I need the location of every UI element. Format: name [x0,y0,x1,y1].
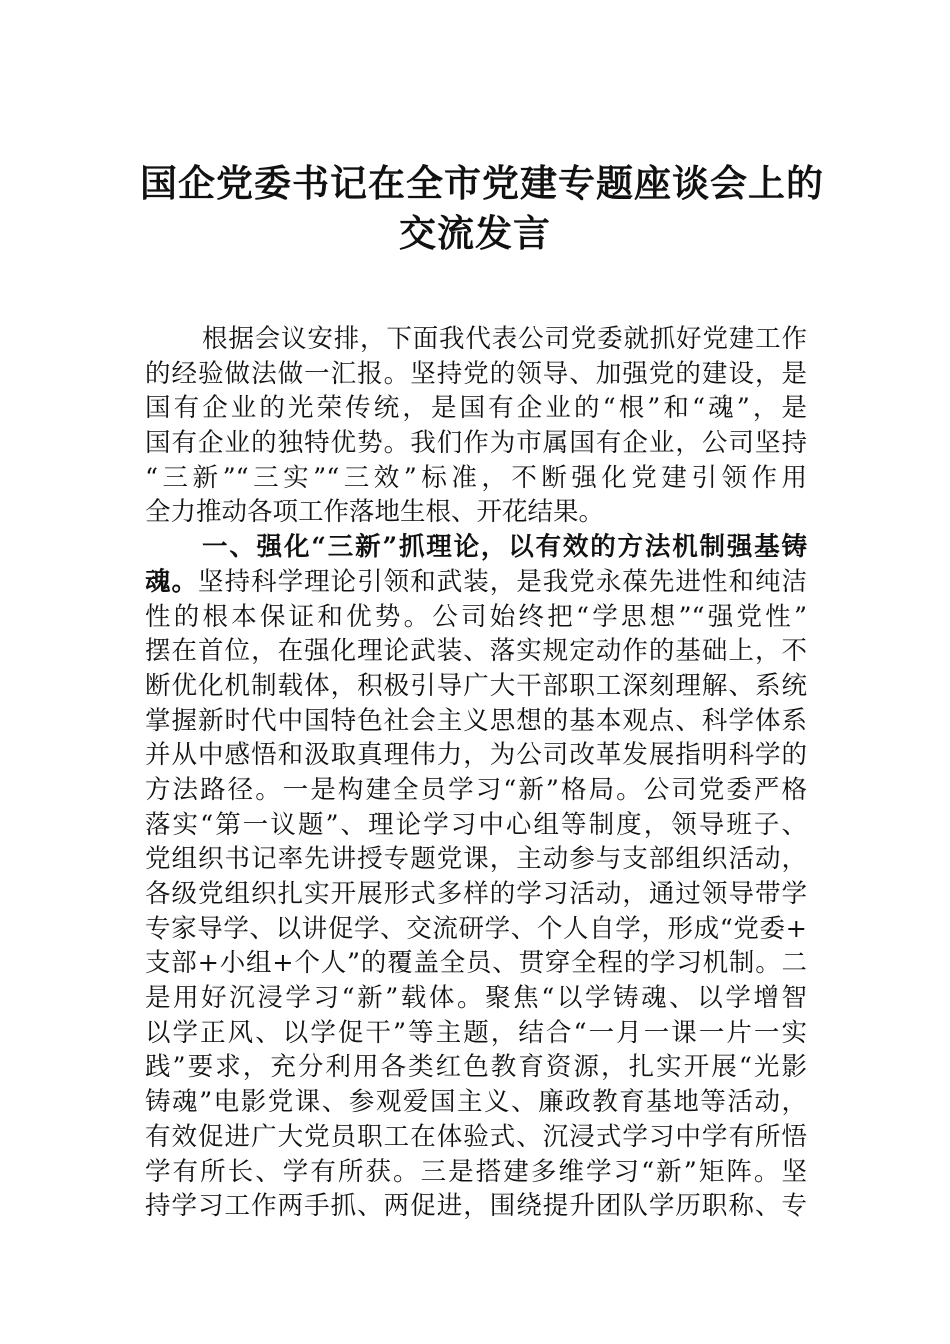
paragraph-2-line [145,565,807,600]
paragraph-2-line: 党组织书记率先讲授专题党课，主动参与支部组织活动， [145,844,807,875]
paragraph-2-line: 方法路径。一是构建全员学习“新”格局。公司党委严格 [145,774,807,805]
paragraph-2-line: 铸魂”电影党课、参观爱国主义、廉政教育基地等活动， [145,1087,807,1118]
paragraph-1-line: 根据会议安排，下面我代表公司党委就抓好党建工作 [202,324,807,354]
paragraph-2-line: 践”要求，充分利用各类红色教育资源，扎实开展“光影 [145,1052,807,1083]
document-title-line-1: 国企党委书记在全市党建专题座谈会上的 [140,161,824,205]
paragraph-2-line: 支部+小组+个人”的覆盖全员、贯穿全程的学习机制。二 [145,948,807,979]
paragraph-2-line: 以学正风、以学促干”等主题，结合“一月一课一片一实 [145,1017,807,1048]
paragraph-1-line: 全力推动各项工作落地生根、开花结果。 [145,497,605,528]
document-body [145,322,807,1224]
paragraph-1-line: “三新”“三实”“三效”标准，不断强化党建引领作用 [145,462,807,493]
paragraph-2-line: 专家导学、以讲促学、交流研学、个人自学，形成“党委+ [145,913,807,944]
paragraph-2-line: 掌握新时代中国特色社会主义思想的基本观点、科学体系 [145,705,807,736]
document-title-line-2: 交流发言 [399,211,551,255]
paragraph-1-line: 国有企业的独特优势。我们作为市属国有企业，公司坚持 [145,428,807,459]
paragraph-1-line: 的经验做法做一汇报。坚持党的领导、加强党的建设，是 [145,358,807,389]
paragraph-2-line: 性的根本保证和优势。公司始终把“学思想”“强党性” [145,601,807,632]
section-1-heading-end: 魂。 [145,566,199,597]
paragraph-2-line: 学有所长、学有所获。三是搭建多维学习“新”矩阵。坚 [145,1156,807,1187]
paragraph-2-line: 摆在首位，在强化理论武装、落实规定动作的基础上，不 [145,636,807,667]
section-1-heading: 一、强化“三新”抓理论，以有效的方法机制强基铸 [202,532,807,563]
paragraph-2-text: 坚持科学理论引领和武装，是我党永葆先进性和纯洁 [198,566,807,597]
paragraph-2-line: 有效促进广大党员职工在体验式、沉浸式学习中学有所悟 [145,1121,807,1152]
paragraph-1-line: 国有企业的光荣传统，是国有企业的“根”和“魂”，是 [145,393,807,424]
paragraph-2-line: 是用好沉浸学习“新”载体。聚焦“以学铸魂、以学增智 [145,983,807,1014]
paragraph-2-line: 落实“第一议题”、理论学习中心组等制度，领导班子、 [145,809,807,840]
paragraph-2-line: 持学习工作两手抓、两促进，围绕提升团队学历职称、专 [145,1191,807,1222]
paragraph-2-line: 断优化机制载体，积极引导广大干部职工深刻理解、系统 [145,670,807,701]
paragraph-2-line: 并从中感悟和汲取真理伟力，为公司改革发展指明科学的 [145,740,807,771]
paragraph-2-line: 各级党组织扎实开展形式多样的学习活动，通过领导带学 [145,879,807,909]
